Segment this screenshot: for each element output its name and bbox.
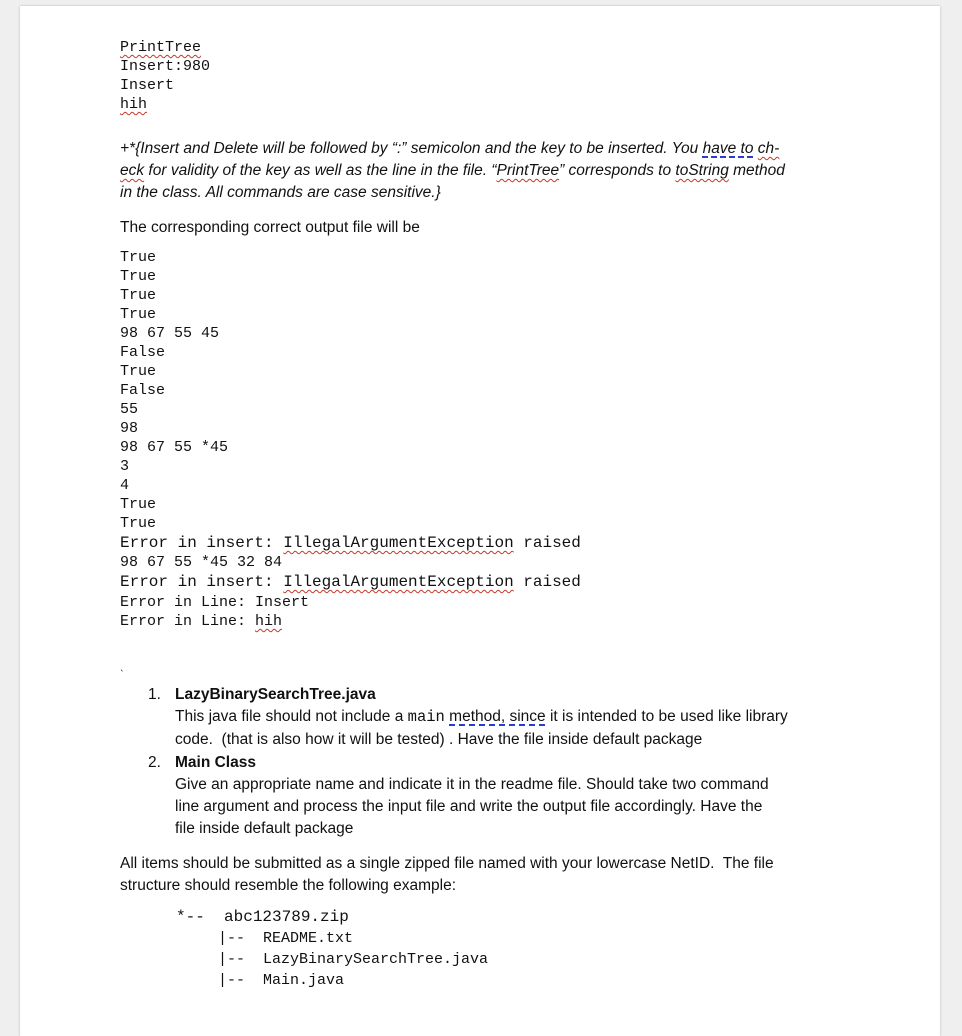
output-line: 98 67 55 45 <box>120 325 220 342</box>
output-line: True <box>120 306 157 323</box>
input-line-printtree: PrintTree <box>120 39 202 56</box>
item-desc-line: file inside default package <box>175 820 354 837</box>
error-line-4: Error in Line: Insert <box>120 594 310 611</box>
error-line-1: Error in insert: IllegalArgumentException raised <box>120 534 581 552</box>
output-line: 4 <box>120 477 130 494</box>
tree-child: |-- README.txt <box>218 930 354 947</box>
submission-line-1: All items should be submitted as a single zipped file named with your lowercase NetID. The file <box>120 855 774 872</box>
tree-root: *-- abc123789.zip <box>176 908 349 926</box>
note-line-1: +*{Insert and Delete will be followed by “:” semicolon and the key to be inserted. You have to ch- <box>120 140 780 157</box>
output-line: 55 <box>120 401 139 418</box>
item-desc-line: code. (that is also how it will be tested) . Have the file inside default package <box>175 731 703 748</box>
item-desc-line: Give an appropriate name and indicate it in the readme file. Should take two command <box>175 776 769 793</box>
item-desc-line: This java file should not include a main method, since it is intended to be used like library <box>175 708 788 726</box>
list-number: 1. <box>148 686 161 703</box>
output-line: True <box>120 496 157 513</box>
note-line-2: eck for validity of the key as well as the line in the file. “PrintTree” corresponds to toString method <box>120 162 785 179</box>
input-line-insert: Insert <box>120 77 175 94</box>
submission-line-2: structure should resemble the following example: <box>120 877 457 894</box>
output-line: True <box>120 268 157 285</box>
stray-mark: ˎ <box>120 658 124 672</box>
tree-child: |-- LazyBinarySearchTree.java <box>218 951 489 968</box>
item-title-lazybst: LazyBinarySearchTree.java <box>175 686 376 703</box>
document-page <box>20 6 940 1036</box>
output-line: 98 <box>120 420 139 437</box>
output-line: True <box>120 287 157 304</box>
list-number: 2. <box>148 754 161 771</box>
input-line-hih: hih <box>120 96 148 113</box>
output-line: True <box>120 363 157 380</box>
error-line-2: 98 67 55 *45 32 84 <box>120 554 283 571</box>
output-line: 98 67 55 *45 <box>120 439 229 456</box>
input-line-insert-980: Insert:980 <box>120 58 211 75</box>
output-line: False <box>120 382 166 399</box>
output-line: True <box>120 515 157 532</box>
note-line-3: in the class. All commands are case sensitive.} <box>120 184 441 201</box>
tree-child: |-- Main.java <box>218 972 345 989</box>
item-title-main-class: Main Class <box>175 754 256 771</box>
error-line-3: Error in insert: IllegalArgumentException raised <box>120 573 581 591</box>
output-line: False <box>120 344 166 361</box>
error-line-5: Error in Line: hih <box>120 613 283 630</box>
item-desc-line: line argument and process the input file and write the output file accordingly. Have the <box>175 798 763 815</box>
output-intro: The corresponding correct output file will be <box>120 219 420 236</box>
output-line: 3 <box>120 458 130 475</box>
output-line: True <box>120 249 157 266</box>
